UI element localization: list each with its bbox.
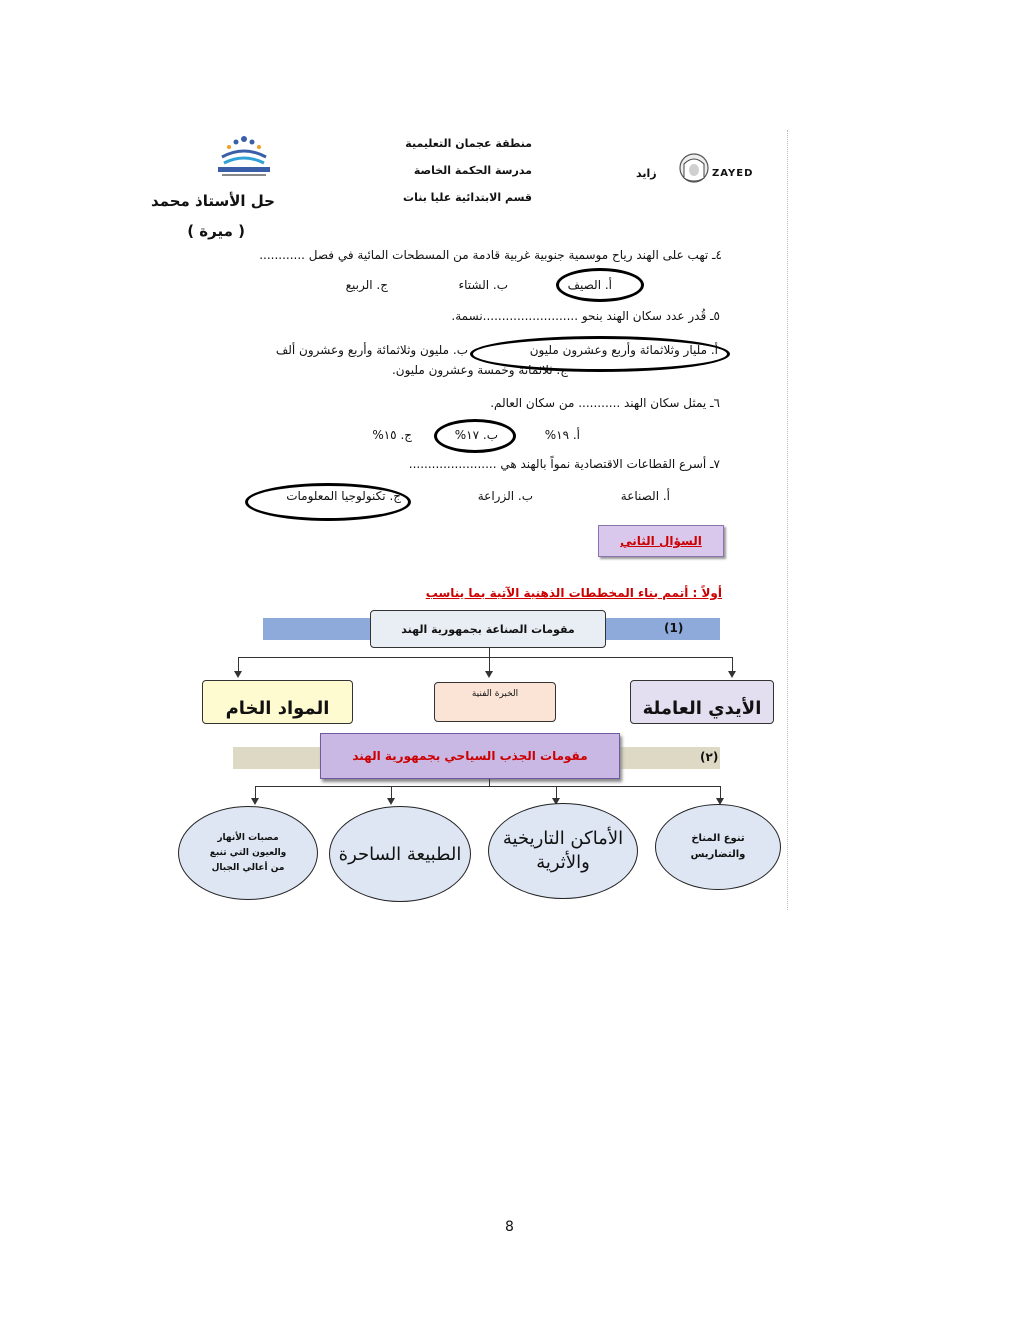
q6-option-b: ب. ١٧% <box>454 428 498 442</box>
diagram2-arrow-2 <box>387 798 395 805</box>
diagram1-connector-center <box>489 648 490 672</box>
zayed-logo-text: ZAYED <box>712 168 754 179</box>
diagram2-circle-historic <box>488 803 638 899</box>
q4-option-b: ب. الشتاء <box>458 278 508 292</box>
q5-option-b: ب. مليون وثلاثمائة وأربع وعشرون ألف <box>275 343 468 357</box>
question-6: ٦ـ يمثل سكان الهند ........... من سكان العالم. <box>490 396 720 410</box>
diagram1-connector-right <box>732 657 733 672</box>
diagram1-arrow-right <box>728 671 736 678</box>
q7-option-b: ب. الزراعة <box>477 489 533 503</box>
q6-option-c: ج. ١٥% <box>372 428 412 442</box>
diagram1-number: (1) <box>664 621 684 635</box>
page-border-line <box>787 130 788 910</box>
diagram2-number: (٢) <box>700 750 719 764</box>
diagram1-box-raw-materials <box>202 680 353 724</box>
q4-option-a: أ. الصيف <box>567 278 612 292</box>
q7-option-a: أ. الصناعة <box>620 489 670 503</box>
question-7: ٧ـ أسرع القطاعات الاقتصادية نمواً بالهند هي ....................... <box>408 457 720 471</box>
school-logo <box>214 133 274 179</box>
q5-answer-circle <box>470 336 730 372</box>
diagram1-title-box <box>370 610 606 648</box>
diagram2-circle-nature <box>329 806 471 902</box>
header-school: مدرسة الحكمة الخاصة <box>413 164 532 177</box>
diagram2-circle-rivers <box>178 806 318 900</box>
diagram2-title: مقومات الجذب السياحي بجمهورية الهند <box>352 749 588 763</box>
q5-option-a: أ. مليار وثلاثمائة وأربع وعشرون مليون <box>529 343 718 357</box>
q5-option-c: ج. ثلاثمائة وخمسة وعشرون مليون. <box>391 363 568 377</box>
diagram1-box-expertise-label: الخبرة الفنية <box>471 689 519 699</box>
q7-answer-circle <box>245 483 411 521</box>
q6-option-a: أ. ١٩% <box>544 428 580 442</box>
diagram1-box-workforce-label: الأيدي العاملة <box>642 697 762 719</box>
diagram2-arrow-1 <box>251 798 259 805</box>
diagram1-box-workforce <box>630 680 774 724</box>
diagram2-connector-h <box>255 786 720 787</box>
header-section: قسم الابتدائية عليا بنات <box>403 191 532 204</box>
q6-answer-circle <box>434 419 516 453</box>
question-4: ٤ـ تهب على الهند رياح موسمية جنوبية غربية قادمة من المسطحات المائية في فصل ............ <box>259 248 722 262</box>
diagram1-box-expertise <box>434 682 556 722</box>
diagram2-circle-historic-label: الأماكن التاريخية والأثرية <box>502 828 624 873</box>
q7-option-c: ج. تكنولوجيا المعلومات <box>286 489 401 503</box>
page-number: 8 <box>505 1219 514 1235</box>
diagram1-arrow-left <box>234 671 242 678</box>
diagram2-circle-climate <box>655 804 781 890</box>
diagram2-circle-climate-label: تنوع المناخ والتضاريس <box>690 833 746 860</box>
q4-option-c: ج. الربيع <box>345 278 388 292</box>
section2-title: السؤال الثاني <box>620 534 702 548</box>
diagram2-circle-nature-label: الطبيعة الساحرة <box>338 843 462 865</box>
diagram1-box-raw-materials-label: المواد الخام <box>225 697 330 719</box>
q4-answer-circle <box>556 268 644 302</box>
header-region: منطقة عجمان التعليمية <box>405 137 532 150</box>
diagram2-circle-rivers-label: مصبات الأنهار والعيون التي تنبع من أعالي الجبال <box>209 832 287 873</box>
diagram2-title-box <box>320 733 620 779</box>
diagram1-connector-left <box>238 657 239 672</box>
solver-name: حل الأستاذ محمد <box>151 192 275 210</box>
diagram1-title: مقومات الصناعة بجمهورية الهند <box>401 622 575 636</box>
question-5: ٥ـ قُدر عدد سكان الهند بنحو .........................نسمة. <box>451 309 720 323</box>
diagram2-connector-center <box>489 779 490 786</box>
section2-title-box <box>598 525 724 557</box>
section2-instruction: أولاً : أتمم بناء المخططات الذهنية الآتية بما يناسب <box>425 586 722 600</box>
diagram1-arrow-center <box>485 671 493 678</box>
zayed-logo-arabic: زايد <box>636 167 657 180</box>
diagram1-connector-h <box>238 657 732 658</box>
student-name: ( ميرة ) <box>187 222 245 240</box>
